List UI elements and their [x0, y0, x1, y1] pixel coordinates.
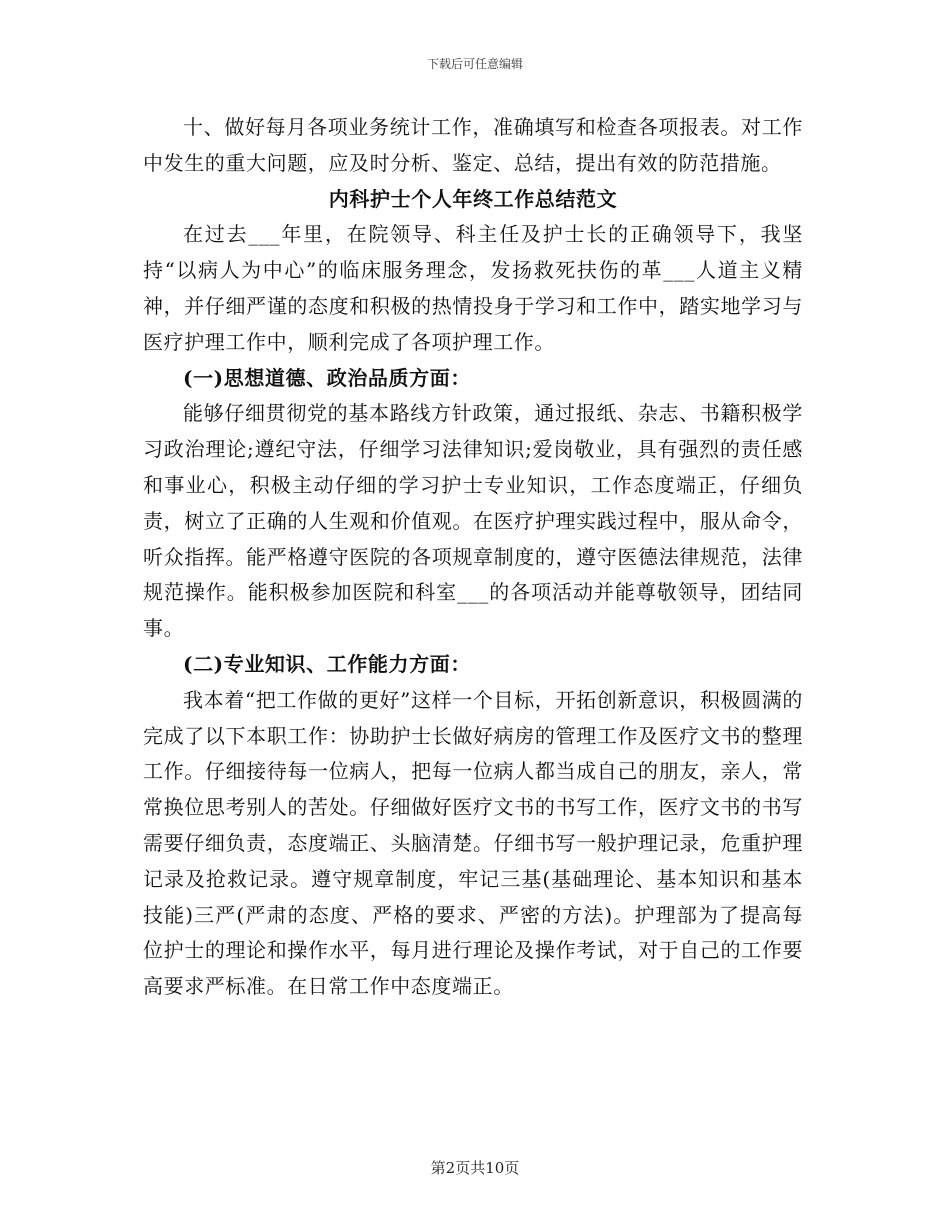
- moral-paragraph: 能够仔细贯彻党的基本路线方针政策，通过报纸、杂志、书籍积极学习政治理论;遵纪守法，仔细学习法律知识;爱岗敬业，具有强烈的责任感和事业心，积极主动仔细的学习护士专业知识，工作态度端正，仔细负责，树立了正确的人生观和价值观。在医疗护理实践过程中，服从命令，听众指挥。能严格遵守医院的各项规章制度的，遵守医德法律规范，法律规范操作。能积极参加医院和科室___的各项活动并能尊敬领导，团结同事。: [143, 401, 803, 641]
- document-title: 内科护士个人年终工作总结范文: [328, 186, 618, 211]
- opening-paragraph: 在过去___年里，在院领导、科主任及护士长的正确领导下，我坚持“以病人为中心”的临床服务理念，发扬救死扶伤的革___人道主义精神，并仔细严谨的态度和积极的热情投身于学习和工作中，踏实地学习与医疗护理工作中，顺利完成了各项护理工作。: [143, 222, 803, 354]
- section-heading-professional: (二)专业知识、工作能力方面：: [183, 651, 471, 676]
- page-header-note: 下载后可任意编辑: [426, 57, 523, 71]
- professional-paragraph: 我本着“把工作做的更好”这样一个目标，开拓创新意识，积极圆满的完成了以下本职工作：协助护士长做好病房的管理工作及医疗文书的整理工作。仔细接待每一位病人，把每一位病人都当成自己的朋友，亲人，常常换位思考别人的苦处。仔细做好医疗文书的书写工作，医疗文书的书写需要仔细负责，态度端正、头脑清楚。仔细书写一般护理记录，危重护理记录及抢救记录。遵守规章制度，牢记三基(基础理论、基本知识和基本技能)三严(严肃的态度、严格的要求、严密的方法)。护理部为了提高每位护士的理论和操作水平，每月进行理论及操作考试，对于自己的工作要高要求严标准。在日常工作中态度端正。: [143, 687, 803, 999]
- document-body: [143, 110, 803, 1005]
- page-number-footer: 第2页共10页: [430, 1159, 520, 1177]
- intro-paragraph: 十、做好每月各项业务统计工作，准确填写和检查各项报表。对工作中发生的重大问题，应及时分析、鉴定、总结，提出有效的防范措施。: [143, 115, 803, 175]
- section-heading-moral: (一)思想道德、政治品质方面：: [183, 365, 471, 390]
